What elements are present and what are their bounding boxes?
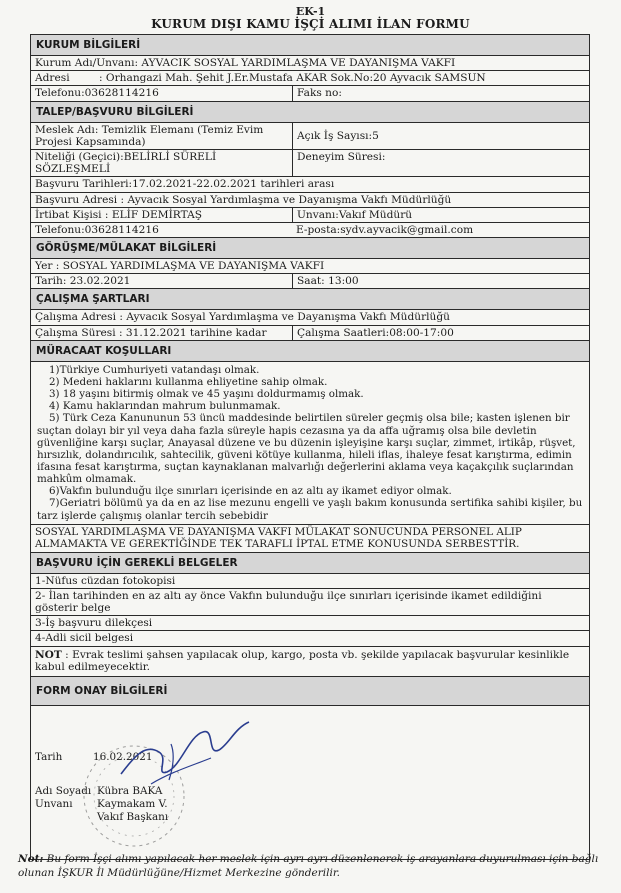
conditions-list	[31, 362, 589, 525]
form-title: KURUM DIŞI KAMU İŞÇİ ALIMI İLAN FORMU	[151, 17, 470, 31]
section-gorusme: GÖRÜŞME/MÜLAKAT BİLGİLERİ	[31, 238, 589, 259]
section-talep: TALEP/BAŞVURU BİLGİLERİ	[31, 102, 589, 123]
talep-job-row	[31, 123, 589, 150]
approval-area	[31, 706, 589, 859]
footnote-label: Not:	[18, 853, 44, 865]
document-item: 4-Adli sicil belgesi	[31, 631, 589, 646]
work-duration-row	[31, 326, 589, 341]
documents-note-label: NOT	[35, 648, 62, 661]
contact-phone: Telefonu:03628114216	[35, 223, 159, 236]
interview-place: Yer : SOSYAL YARDIMLAŞMA VE DAYANIŞMA VAKFI	[35, 260, 325, 273]
work-address: Çalışma Adresi : Ayvacık Sosyal Yardımlaşma ve Dayanışma Vakfı Müdürlüğü	[35, 311, 450, 324]
section-onay: FORM ONAY BİLGİLERİ	[31, 677, 589, 706]
footnote	[18, 853, 608, 880]
job-title: Meslek Adı: Temizlik Elemanı (Temiz Evim Projesi Kapsamında)	[35, 123, 264, 148]
experience: Deneyim Süresi:	[292, 150, 589, 176]
section-kurum: KURUM BİLGİLERİ	[31, 35, 589, 56]
section-belgeler: BAŞVURU İÇİN GEREKLİ BELGELER	[31, 553, 589, 574]
condition-item: 5) Türk Ceza Kanununun 53 üncü maddesinde belirtilen süreler geçmiş olsa bile; kasten işlenen bir suçtan dolayı bir yıl veya daha fazla süreyle hapis cezasına ya da affa uğramış olsa bile devletin güvenliğine karşı suçlar, Anayasal düzene ve bu düzenin işleyişine karşı suçlar, zimmet, irtikâp, rüşvet, hırsızlık, dolandırıcılık, sahtecilik, güveni kötüye kullanma, hileli iflas, ihaleye fesat karıştırma, edimin ifasına fesat karıştırma, suçtan kaynaklanan malvarlığı değerlerini aklama veya kaçakçılık suçlarından mahkûm olmamak.	[37, 412, 576, 486]
contact-title: Unvanı:Vakıf Müdürü	[292, 208, 589, 222]
approver-title-label: Unvanı	[35, 798, 73, 811]
talep-address-row	[31, 193, 589, 208]
annex-number: EK-1	[295, 5, 326, 18]
application-address: Başvuru Adresi : Ayvacık Sosyal Yardımlaşma ve Dayanışma Vakfı Müdürlüğü	[35, 193, 452, 206]
talep-dates-row	[31, 177, 589, 192]
kurum-fax: Faks no:	[292, 86, 589, 100]
interview-date-row	[31, 274, 589, 289]
foundation-notice: SOSYAL YARDIMLAŞMA VE DAYANIŞMA VAKFI MÜLAKAT SONUCUNDA PERSONEL ALIP ALMAMAKTA VE GEREKTİĞİNDE TEK TARAFLI İPTAL ETME KONUSUNDA SERBESTTİR.	[31, 525, 589, 553]
condition-item: 1)Türkiye Cumhuriyeti vatandaşı olmak.	[49, 363, 260, 376]
interview-place-row	[31, 259, 589, 274]
kurum-name: Kurum Adı/Unvanı: AYVACIK SOSYAL YARDIMLAŞMA VE DAYANIŞMA VAKFI	[35, 57, 456, 70]
document-item: 2- İlan tarihinden en az altı ay önce Vakfın bulunduğu ilçe sınırları içerisinde ikamet edildiğini gösterir belge	[31, 589, 589, 616]
contract-type: Niteliği (Geçici):BELİRLİ SÜRELİ SÖZLEŞMELİ	[35, 150, 217, 176]
condition-item: 2) Medeni haklarını kullanma ehliyetine sahip olmak.	[49, 376, 328, 389]
announcement-form	[30, 34, 590, 860]
work-hours: Çalışma Saatleri:08:00-17:00	[292, 326, 589, 340]
open-positions: Açık İş Sayısı:5	[292, 123, 589, 149]
kurum-address-row	[31, 71, 589, 86]
approver-title-2: Vakıf Başkanı	[97, 811, 169, 824]
interview-date: Tarih: 23.02.2021	[35, 275, 131, 288]
documents-note-text: : Evrak teslimi şahsen yapılacak olup, kargo, posta vb. şekilde yapılacak başvurular kesinlikle kabul edilmeyecektir.	[35, 648, 570, 674]
approver-name-label: Adı Soyadı	[35, 785, 92, 798]
kurum-address-label: Adresi	[35, 72, 70, 85]
document-item: 3-İş başvuru dilekçesi	[31, 616, 589, 631]
approval-date-value: 16.02.2021	[93, 751, 153, 764]
interview-time: Saat: 13:00	[292, 274, 589, 288]
condition-item: 7)Geriatri bölümü ya da en az lise mezunu engelli ve yaşlı bakım konusunda sertifika sahibi kişiler, bu tarz işlerde çalışmış olanlar tercih sebebidir	[37, 497, 583, 522]
condition-item: 4) Kamu haklarından mahrum bulunmamak.	[49, 400, 281, 413]
approver-name: Kübra BAKA	[97, 785, 163, 798]
documents-note	[31, 647, 589, 677]
application-dates: Başvuru Tarihleri:17.02.2021-22.02.2021 tarihleri arası	[35, 178, 335, 191]
approver-title: Kaymakam V.	[97, 798, 168, 811]
approval-date-label: Tarih	[35, 751, 63, 764]
contact-person: İrtibat Kişisi : ELİF DEMİRTAŞ	[35, 208, 202, 221]
condition-item: 3) 18 yaşını bitirmiş olmak ve 45 yaşını doldurmamış olmak.	[49, 388, 364, 401]
section-muracaat: MÜRACAAT KOŞULLARI	[31, 341, 589, 362]
kurum-phone-row	[31, 86, 589, 101]
footnote-text: Bu form İşçi alımı yapılacak her meslek için ayrı ayrı düzenlenerek iş arayanlara duyurulması için bağlı olunan İŞKUR İl Müdürlüğüne/Hizmet Merkezine gönderilir.	[18, 853, 599, 879]
work-address-row	[31, 310, 589, 325]
work-duration: Çalışma Süresi : 31.12.2021 tarihine kadar	[35, 326, 267, 339]
kurum-phone: Telefonu:03628114216	[35, 87, 159, 100]
contact-email: E-posta:sydv.ayvacik@gmail.com	[296, 223, 474, 236]
talep-type-row	[31, 150, 589, 177]
condition-item: 6)Vakfın bulunduğu ilçe sınırları içerisinde en az altı ay ikamet ediyor olmak.	[49, 485, 452, 498]
kurum-address-value: : Orhangazi Mah. Şehit J.Er.Mustafa AKAR Sok.No:20 Ayvacık SAMSUN	[99, 72, 486, 85]
talep-phone-row	[31, 223, 589, 238]
talep-contact-row	[31, 208, 589, 223]
section-calisma: ÇALIŞMA ŞARTLARI	[31, 289, 589, 310]
signature-icon	[111, 714, 261, 794]
document-item: 1-Nüfus cüzdan fotokopisi	[31, 574, 589, 589]
kurum-name-row	[31, 56, 589, 71]
